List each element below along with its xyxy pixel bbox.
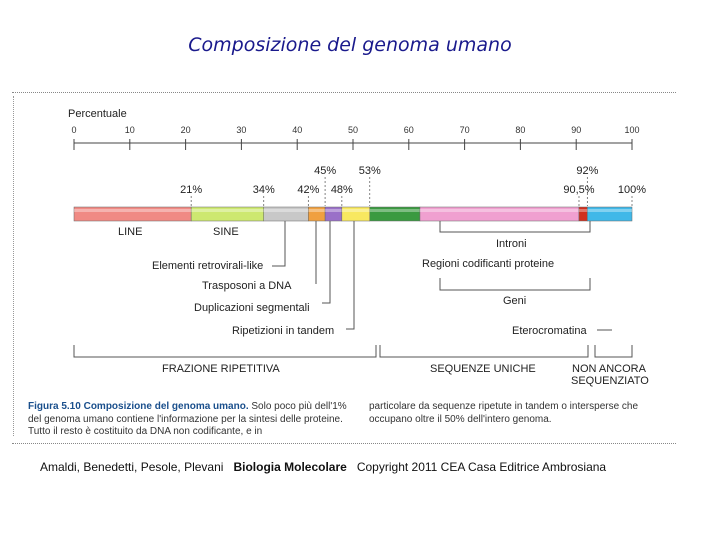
caption-figure-number: Figura 5.10 xyxy=(28,401,81,412)
percentage-marks xyxy=(180,165,646,206)
percentage-mark: 21% xyxy=(180,184,203,196)
credit-authors: Amaldi, Benedetti, Pesole, Plevani xyxy=(40,460,224,474)
percentage-mark: 34% xyxy=(252,184,275,196)
bar-segment-highlight xyxy=(342,209,370,212)
bar-segment-highlight xyxy=(74,209,191,212)
caption-left xyxy=(28,401,358,439)
axis-label: Percentuale xyxy=(68,108,127,120)
bar-segment-highlight xyxy=(370,209,420,212)
bar-segment-highlight xyxy=(587,209,632,212)
label-sine: SINE xyxy=(213,226,239,238)
percentage-mark: 42% xyxy=(297,184,320,196)
label-sequenze-uniche: SEQUENZE UNICHE xyxy=(430,363,536,375)
credit-book: Biologia Molecolare xyxy=(233,460,347,474)
bar-segment-highlight xyxy=(579,209,587,212)
percentage-mark: 48% xyxy=(330,184,353,196)
label-duplicazioni: Duplicazioni segmentali xyxy=(194,302,310,314)
axis-tick-label: 90 xyxy=(571,125,582,135)
percentage-mark: 53% xyxy=(358,165,381,177)
caption-left-text: Solo poco più dell'1% del genoma umano contiene l'informazione per la sintesi delle proteine. Tutto il resto è costituito da DNA non codificante, e in xyxy=(28,401,347,437)
label-introni: Introni xyxy=(496,238,527,250)
label-line: LINE xyxy=(118,226,143,238)
label-eterocromatina: Eterocromatina xyxy=(512,325,587,337)
axis-tick-label: 60 xyxy=(403,125,414,135)
axis-tick-label: 100 xyxy=(624,125,640,135)
label-sequenziato: SEQUENZIATO xyxy=(571,375,649,387)
axis-tick-label: 70 xyxy=(459,125,470,135)
label-frazione-ripetitiva: FRAZIONE RIPETITIVA xyxy=(162,363,280,375)
axis-tick-label: 10 xyxy=(124,125,135,135)
credit-line xyxy=(40,460,606,474)
bar-segment-highlight xyxy=(325,209,342,212)
page-title: Composizione del genoma umano xyxy=(188,34,512,56)
label-geni: Geni xyxy=(503,295,527,307)
percentage-mark: 90,5% xyxy=(563,184,595,196)
caption-right: particolare da sequenze ripetute in tandem o interspersе che occupano oltre il 50% dell'intero genoma. xyxy=(369,401,639,425)
genome-bar xyxy=(74,207,632,221)
axis-tick-label: 40 xyxy=(292,125,303,135)
axis-tick-label: 50 xyxy=(347,125,359,135)
label-trasposoni: Trasposoni a DNA xyxy=(202,280,292,292)
axis-tick-label: 30 xyxy=(236,125,247,135)
axis-tick-label: 0 xyxy=(71,125,77,135)
label-non-ancora: NON ANCORA xyxy=(572,363,646,375)
bar-segment-highlight xyxy=(308,209,325,212)
percentage-mark: 100% xyxy=(617,184,647,196)
credit-copyright: Copyright 2011 CEA Casa Editrice Ambrosiana xyxy=(356,460,607,474)
axis-tick-label: 80 xyxy=(515,125,526,135)
label-codificanti: Regioni codificanti proteine xyxy=(422,258,555,270)
caption-heading: Composizione del genoma umano. xyxy=(83,401,249,412)
axis-tick-label: 20 xyxy=(180,125,191,135)
percentage-mark: 92% xyxy=(576,165,599,177)
label-tandem: Ripetizioni in tandem xyxy=(232,325,335,337)
bar-segment-highlight xyxy=(420,209,579,212)
bar-segment-highlight xyxy=(264,209,309,212)
percentage-mark: 45% xyxy=(314,165,337,177)
bar-segment-highlight xyxy=(191,209,264,212)
axis-ticks xyxy=(71,125,639,150)
label-retrovirali: Elementi retrovirali-like xyxy=(152,260,264,272)
